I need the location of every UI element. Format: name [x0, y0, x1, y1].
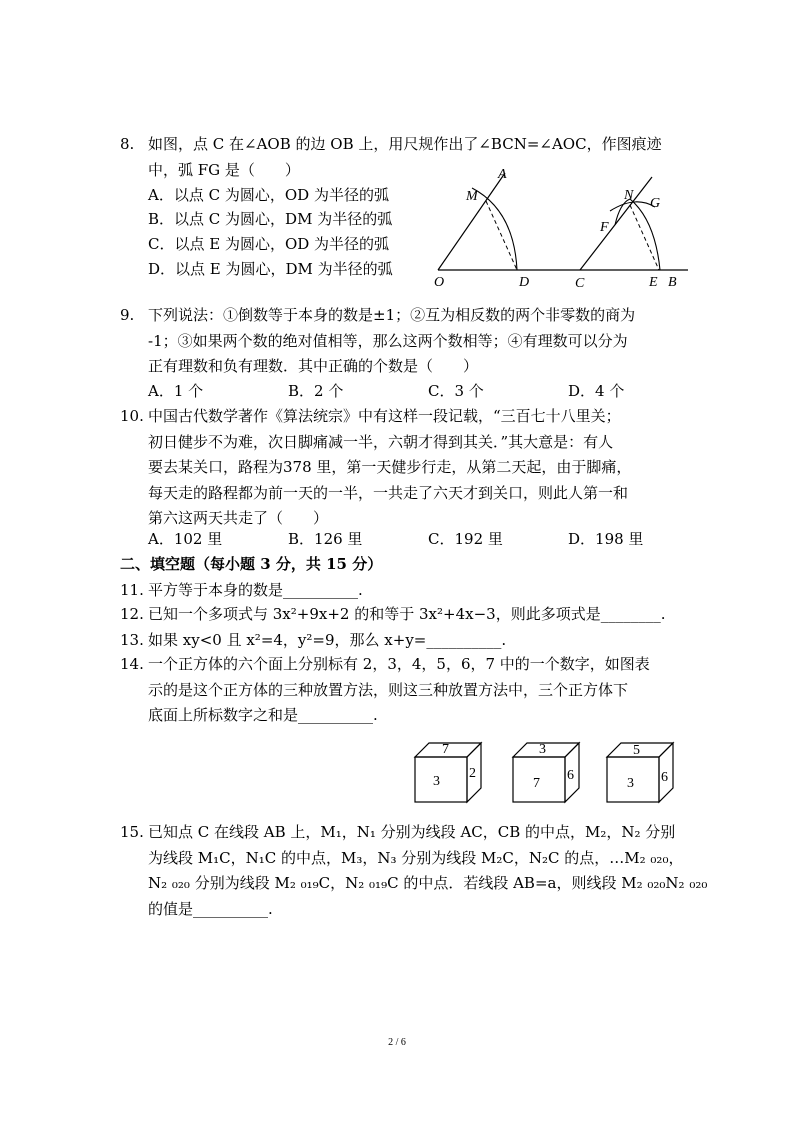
q9-stem-line-3: 正有理数和负有理数．其中正确的个数是（ ） [148, 357, 479, 375]
q8-number: 8. [120, 135, 135, 153]
cube-2-top: 3 [539, 742, 546, 757]
cube-3-side: 6 [661, 770, 668, 785]
q9-stem-line-1: 下列说法：①倒数等于本身的数是±1；②互为相反数的两个非零数的商为 [148, 306, 636, 324]
q8-option-c: C．以点 E 为圆心，OD 为半径的弧 [148, 235, 390, 253]
q10-stem-line-1: 中国古代数学著作《算法统宗》中有这样一段记载，“三百七十八里关； [148, 407, 621, 425]
q15-number: 15. [120, 823, 144, 841]
cube-2-side: 6 [567, 768, 574, 783]
dashed-ne [630, 205, 659, 270]
label-g: G [650, 196, 661, 211]
q10-option-b: B．126 里 [288, 530, 363, 548]
label-b: B [668, 275, 677, 290]
cube-2-front: 7 [533, 776, 540, 791]
q8-stem-line-1: 如图，点 C 在∠AOB 的边 OB 上，用尺规作出了∠BCN=∠AOC，作图痕迹 [148, 135, 662, 153]
label-o: O [434, 275, 445, 290]
q10-stem-line-2: 初日健步不为难，次日脚痛减一半，六朝才得到其关．”其大意是：有人 [148, 433, 614, 451]
arc-fg [610, 202, 655, 211]
q8-option-d: D．以点 E 为圆心，DM 为半径的弧 [148, 260, 393, 278]
q10-stem-line-3: 要去某关口，路程为378 里，第一天健步行走，从第二天起，由于脚痛， [148, 458, 632, 476]
q15-stem-line-1: 已知点 C 在线段 AB 上，M₁，N₁ 分别为线段 AC，CB 的中点，M₂，N₂ 分别 [148, 823, 676, 841]
q9-option-d: D．4 个 [568, 382, 625, 400]
cube-3-top: 5 [633, 743, 640, 758]
cube-1-front: 3 [433, 774, 440, 789]
q11-text: 平方等于本身的数是__________. [148, 581, 363, 599]
q15-stem-line-4: 的值是__________. [148, 900, 273, 918]
q9-option-b: B．2 个 [288, 382, 344, 400]
cube-3-front: 3 [627, 776, 634, 791]
q14-number: 14. [120, 655, 144, 673]
q14-stem-line-3: 底面上所标数字之和是__________. [148, 706, 378, 724]
q14-cubes-figure [405, 735, 685, 813]
label-c: C [575, 276, 585, 291]
q13-number: 13. [120, 631, 144, 649]
q15-stem-line-3: N₂ ₀₂₀ 分别为线段 M₂ ₀₁₉C，N₂ ₀₁₉C 的中点．若线段 AB=a，则线段 M₂ ₀₂₀N₂ ₀₂₀ [148, 874, 708, 892]
label-d: D [519, 275, 530, 290]
dashed-md [486, 201, 517, 270]
cube-3 [607, 743, 673, 802]
q11-number: 11. [120, 581, 144, 599]
cube-1-top: 7 [442, 742, 449, 757]
cube-1 [415, 742, 481, 802]
q14-stem-line-2: 示的是这个正方体的三种放置方法，则这三种放置方法中，三个正方体下 [148, 681, 629, 699]
q9-stem-line-2: -1；③如果两个数的绝对值相等，那么这两个数相等；④有理数可以分为 [148, 332, 628, 350]
label-a: A [498, 167, 507, 182]
q10-number: 10. [120, 407, 144, 425]
section-heading: 二、填空题（每小题 3 分，共 15 分） [120, 555, 383, 573]
q8-stem-line-2: 中，弧 FG 是（ ） [148, 161, 300, 179]
label-m: M [466, 189, 478, 204]
q10-stem-line-4: 每天走的路程都为前一天的一半，一共走了六天才到关口，则此人第一和 [148, 484, 629, 502]
label-e: E [649, 275, 658, 290]
label-n: N [624, 188, 634, 203]
q9-option-a: A．1 个 [148, 382, 204, 400]
q10-stem-line-5: 第六这两天共走了（ ） [148, 509, 329, 527]
cube-1-side: 2 [469, 766, 476, 781]
page-number: 2 / 6 [388, 1037, 406, 1048]
q9-option-c: C．3 个 [428, 382, 484, 400]
ray-cn [580, 177, 652, 270]
q10-option-c: C．192 里 [428, 530, 503, 548]
q14-stem-line-1: 一个正方体的六个面上分别标有 2，3，4，5，6，7 中的一个数字，如图表 [148, 655, 650, 673]
label-f: F [600, 220, 609, 235]
q8-option-a: A．以点 C 为圆心，OD 为半径的弧 [148, 186, 389, 204]
q13-text: 如果 xy<0 且 x²=4，y²=9，那么 x+y=__________. [148, 631, 507, 649]
cube-2 [513, 742, 579, 802]
q15-stem-line-2: 为线段 M₁C，N₁C 的中点，M₃，N₃ 分别为线段 M₂C，N₂C 的点，…M₂ ₀₂₀， [148, 849, 684, 867]
q8-geometry-figure [430, 165, 700, 295]
q10-option-a: A．102 里 [148, 530, 223, 548]
q10-option-d: D．198 里 [568, 530, 644, 548]
q8-option-b: B．以点 C 为圆心，DM 为半径的弧 [148, 210, 393, 228]
q12-text: 已知一个多项式与 3x²+9x+2 的和等于 3x²+4x−3，则此多项式是________. [148, 605, 666, 623]
q12-number: 12. [120, 605, 144, 623]
q9-number: 9. [120, 306, 135, 324]
arc-md [472, 188, 517, 270]
